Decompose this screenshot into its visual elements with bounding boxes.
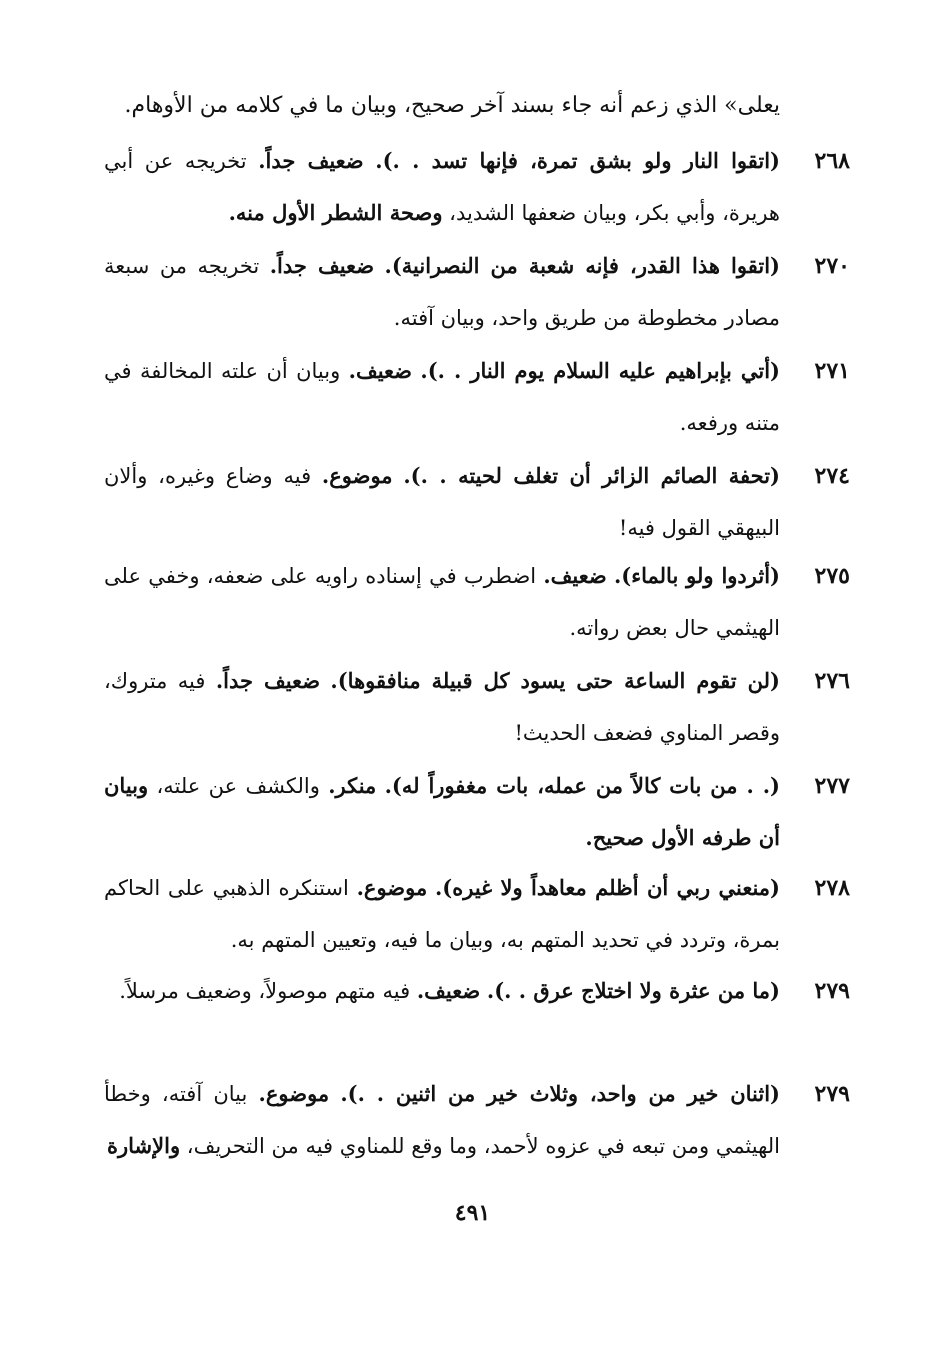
grading-verdict: ضعيف.: [543, 563, 607, 588]
page-number: ٤٩١: [454, 1200, 491, 1226]
entry-notes: استنكره الذهبي على الحاكم بمرة، وتردد في تحديد المتهم به، وبيان ما فيه، وتعيين المتهم به.: [104, 876, 780, 952]
entry-number: ٢٧٨: [814, 875, 850, 901]
entry-279a: [100, 965, 850, 1075]
grading-verdict: موضوع.: [258, 1081, 330, 1106]
entry-text: [104, 450, 780, 554]
hadith-text: (اثنان خير من واحد، وثلاث خير من اثنين . .).: [340, 1081, 780, 1106]
entry-notes: والكشف عن علته،: [156, 774, 320, 798]
entry-number: ٢٧٩: [814, 978, 850, 1004]
entry-number: ٢٧١: [814, 358, 850, 384]
hadith-text: (اتقوا النار ولو بشق تمرة، فإنها تسد . .).: [375, 148, 780, 173]
entry-277: [100, 760, 850, 870]
entry-268: [100, 135, 850, 245]
entry-text: [104, 862, 780, 966]
hadith-text: (. . من بات كالاً من عمله، بات مغفوراً له).: [384, 773, 780, 798]
entry-text: [104, 135, 780, 239]
grading-verdict: منكر.: [328, 773, 377, 798]
entry-276: [100, 655, 850, 765]
grading-verdict: ضعيف.: [348, 358, 413, 383]
grading-verdict: ضعيف.: [416, 978, 481, 1003]
entry-text: [104, 655, 780, 759]
entry-notes: فيه وضاع وغيره، وألان البيهقي القول فيه!: [104, 464, 780, 540]
entry-notes: فيه متروك، وقصر المناوي فضعف الحديث!: [104, 669, 780, 745]
grading-verdict: موضوع.: [356, 875, 428, 900]
entry-notes: فيه متهم موصولاً، وضعيف مرسلاً.: [119, 979, 411, 1003]
entry-text: [104, 1068, 780, 1172]
entry-271: [100, 345, 850, 455]
entry-text: [104, 760, 780, 864]
hadith-text: (منعني ربي أن أظلم معاهداً ولا غيره).: [434, 875, 780, 900]
entry-279b: [100, 1068, 850, 1178]
entry-notes: بيان آفته، وخطأ الهيثمي ومن تبعه في عزوه لأحمد، وما وقع للمناوي فيه من التحريف،: [104, 1082, 780, 1158]
entry-notes: تخريجه عن أبي هريرة، وأبي بكر، وبيان ضعفها الشديد،: [104, 149, 780, 225]
entry-notes: اضطرب في إسناده راويه على ضعفه، وخفي على الهيثمي حال بعض رواته.: [104, 564, 780, 640]
entry-270: [100, 240, 850, 350]
continuation-paragraph: يعلى» الذي زعم أنه جاء بسند آخر صحيح، وبيان ما في كلامه من الأوهام.: [124, 93, 780, 118]
entry-bold-note: وبيان أن طرفه الأول صحيح.: [104, 773, 780, 850]
hadith-text: (أتي بإبراهيم عليه السلام يوم النار . .).: [420, 358, 780, 383]
grading-verdict: ضعيف جداً.: [269, 253, 375, 278]
grading-verdict: ضعيف جداً.: [215, 668, 321, 693]
entry-number: ٢٧٠: [814, 253, 850, 279]
hadith-text: (ما من عثرة ولا اختلاج عرق . .).: [486, 978, 780, 1003]
entry-number: ٢٦٨: [814, 148, 850, 174]
entry-notes: تخريجه من سبعة مصادر مخطوطة من طريق واحد، وبيان آفته.: [104, 254, 780, 330]
entry-number: ٢٧٦: [814, 668, 850, 694]
hadith-text: (تحفة الصائم الزائر أن تغلف لحيته . .).: [403, 463, 780, 488]
entry-text: [104, 965, 780, 1017]
entry-text: [104, 240, 780, 344]
entry-bold-note: والإشارة: [107, 1133, 181, 1158]
entry-number: ٢٧٩: [814, 1081, 850, 1107]
entry-number: ٢٧٤: [814, 463, 850, 489]
grading-verdict: موضوع.: [321, 463, 393, 488]
entry-number: ٢٧٧: [814, 773, 850, 799]
entry-275: [100, 550, 850, 660]
hadith-text: (اتقوا هذا القدر، فإنه شعبة من النصرانية).: [384, 253, 780, 278]
grading-verdict: ضعيف جداً.: [258, 148, 364, 173]
entry-text: [104, 550, 780, 654]
entry-278: [100, 862, 850, 972]
entry-text: [104, 345, 780, 449]
entry-notes: وبيان أن علته المخالفة في متنه ورفعه.: [104, 359, 780, 435]
entry-274: [100, 450, 850, 560]
hadith-text: (أثردوا ولو بالماء).: [613, 563, 780, 588]
entry-number: ٢٧٥: [814, 563, 850, 589]
entry-bold-note: وصحة الشطر الأول منه.: [228, 200, 443, 225]
hadith-text: (لن تقوم الساعة حتى يسود كل قبيلة منافقوها).: [330, 668, 780, 693]
